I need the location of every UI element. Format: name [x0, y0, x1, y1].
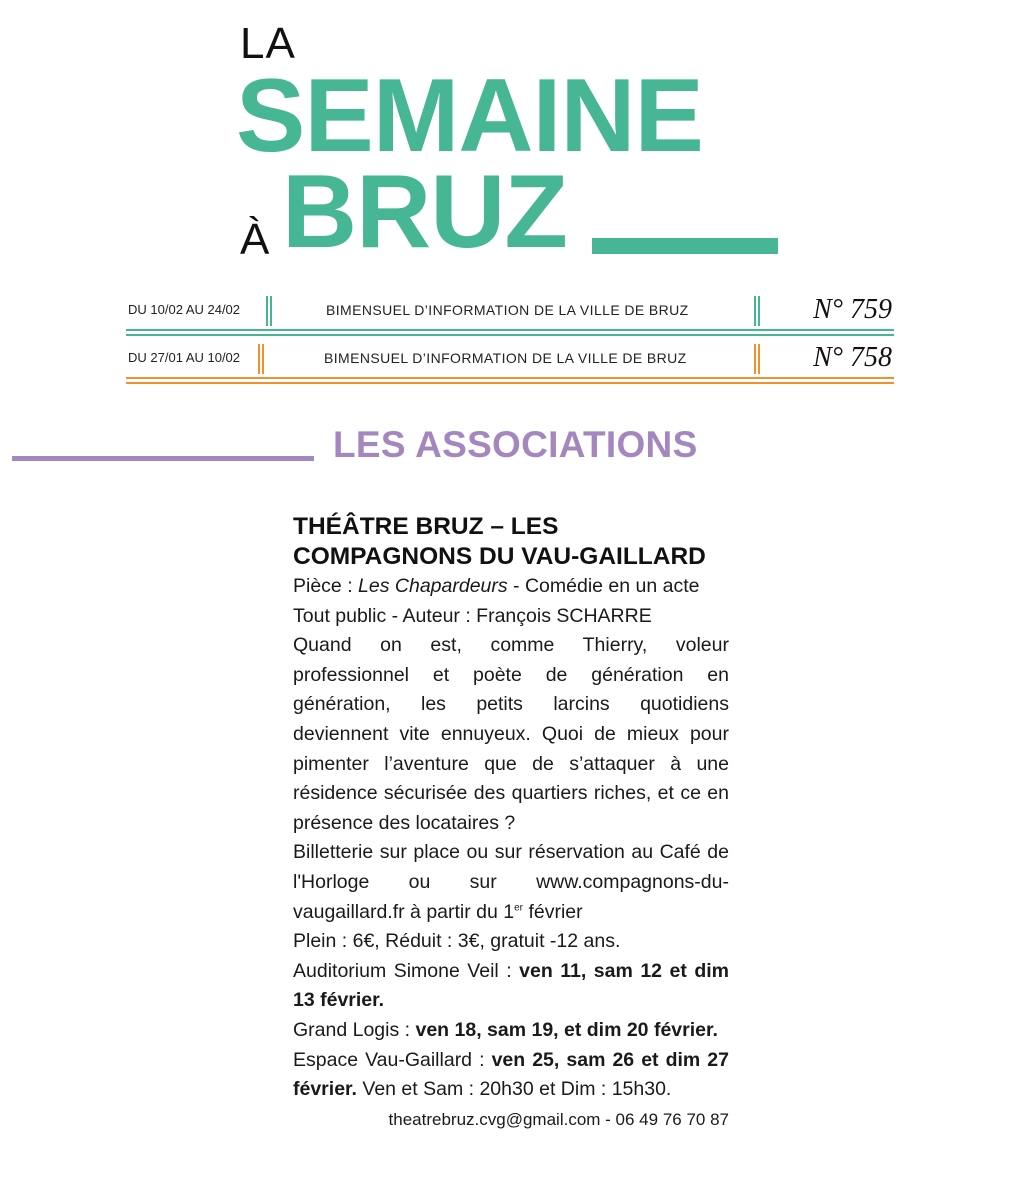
issue-number: N° 758 [813, 342, 892, 373]
article-title-line1: THÉÂTRE BRUZ – LES [293, 513, 559, 540]
ticketing-end: février [523, 900, 583, 923]
article-title [293, 512, 729, 572]
venue-2 [293, 1016, 729, 1046]
band-rule [126, 334, 894, 336]
piece-title: Les Chapardeurs [358, 575, 508, 597]
band-rule [126, 382, 894, 384]
divider-bars [754, 296, 760, 326]
piece-suffix: - Comédie en un acte [507, 575, 700, 597]
times: Ven et Sam : 20h30 et Dim : 15h30. [356, 1078, 672, 1101]
issue-subtitle: BIMENSUEL D’INFORMATION DE LA VILLE DE BRUZ [324, 350, 687, 366]
issue-dates: DU 27/01 AU 10/02 [128, 350, 241, 365]
masthead-semaine: SEMAINE [236, 58, 703, 174]
issue-band-758 [126, 340, 894, 380]
divider-bars [258, 344, 264, 374]
venue-1-label: Auditorium Simone Veil : [293, 959, 520, 982]
masthead-a: À [240, 215, 270, 264]
issue-subtitle: BIMENSUEL D’INFORMATION DE LA VILLE DE BRUZ [326, 302, 689, 318]
article-title-line2: COMPAGNONS DU VAU-GAILLARD [293, 543, 706, 570]
venue-2-label: Grand Logis : [293, 1018, 416, 1041]
piece-line [293, 572, 729, 602]
venue-1-dates: ven 11, sam 12 et dim 13 février. [293, 959, 730, 1012]
venue-3 [293, 1046, 729, 1105]
issue-band-759 [126, 292, 894, 332]
venue-3-label: Espace Vau-Gaillard : [293, 1048, 492, 1071]
ticketing [293, 838, 729, 927]
section-title: LES ASSOCIATIONS [333, 424, 698, 465]
prices: Plein : 6€, Réduit : 3€, gratuit -12 ans. [293, 930, 621, 953]
venue-2-dates: ven 18, sam 19, et dim 20 février. [415, 1018, 718, 1041]
piece-prefix: Pièce : [293, 575, 359, 597]
venue-1 [293, 957, 729, 1016]
ticketing-text: Billetterie sur place ou sur réservation au Café de l'Horloge ou sur www.compagnons-du-vaugaillard.fr à partir du 1 [293, 841, 729, 923]
masthead-bruz: BRUZ [282, 154, 567, 270]
divider-bars [754, 344, 760, 374]
masthead-rule [592, 238, 778, 254]
audience-line: Tout public - Auteur : François SCHARRE [293, 604, 652, 627]
masthead-la: LA [240, 19, 296, 68]
venue-3-dates: ven 25, sam 26 et dim 27 février. [293, 1048, 729, 1101]
description: Quand on est, comme Thierry, voleur professionnel et poète de génération en génération, les petits larcins quotidiens deviennent vite ennuyeux. Quoi de mieux pour pimenter l’aventure que de s’attaquer à une résidence sécurisée des quartiers riches, et ce en présence des locataires ? [293, 634, 729, 834]
band-rule [126, 377, 894, 379]
article [293, 512, 729, 1135]
contact: theatrebruz.cvg@gmail.com - 06 49 76 70 87 [388, 1109, 729, 1129]
section-rule [12, 456, 314, 461]
band-rule [126, 329, 894, 331]
ticketing-sup: er [514, 902, 524, 914]
issue-number: N° 759 [813, 294, 892, 325]
divider-bars [266, 296, 272, 326]
issue-dates: DU 10/02 AU 24/02 [128, 302, 241, 317]
